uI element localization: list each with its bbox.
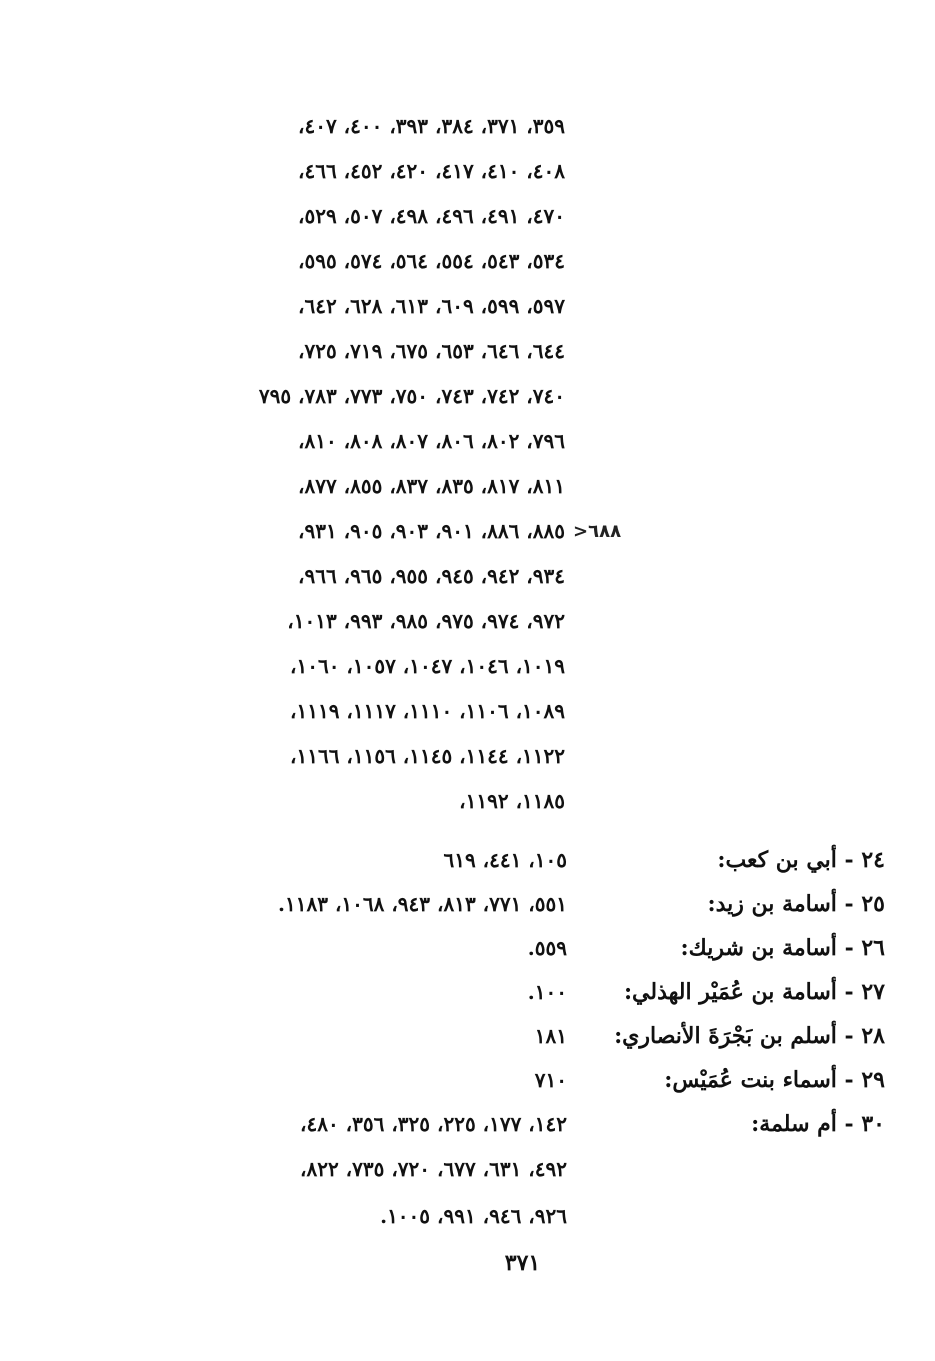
narrator-entry [0, 1102, 935, 1146]
entry-refs: ٥٥١، ٧٧١، ٨١٣، ٩٤٣، ١٠٦٨، ١١٨٣. [278, 892, 567, 916]
entry-name: ٢٩ - أسماء بنت عُمَيْس: [664, 1067, 885, 1093]
narrator-entry [0, 882, 935, 926]
entry-refs: ١٠٠. [527, 980, 567, 1004]
index-line: ١٠١٩، ١٠٤٦، ١٠٤٧، ١٠٥٧، ١٠٦٠، [290, 654, 565, 678]
index-line: ٩٧٢، ٩٧٤، ٩٧٥، ٩٨٥، ٩٩٣، ١٠١٣، [287, 609, 565, 633]
index-line: ٨١١، ٨١٧، ٨٣٥، ٨٣٧، ٨٥٥، ٨٧٧، [298, 474, 565, 498]
entry-refs: ٩٢٦، ٩٤٦، ٩٩١، ١٠٠٥. [380, 1204, 567, 1228]
entry-name: ٢٨ - أسلم بن بَجْرَةَ الأنصاري: [614, 1023, 885, 1049]
entry-refs: ١٠٥، ٤٤١، ٦١٩ [443, 848, 567, 872]
entry-refs: ٥٥٩. [527, 936, 567, 960]
narrator-entry [0, 926, 935, 970]
index-line [125, 509, 622, 554]
handwritten-margin-note: ٦٨٨< [573, 521, 622, 542]
index-line: ٧٤٠، ٧٤٢، ٧٤٣، ٧٥٠، ٧٧٣، ٧٨٣، ٧٩٥ [258, 384, 565, 408]
entry-name: ٢٧ - أسامة بن عُمَيْر الهذلي: [623, 979, 885, 1005]
index-line: ٤٠٨، ٤١٠، ٤١٧، ٤٢٠، ٤٥٢، ٤٦٦، [298, 159, 565, 183]
entry-name: ٢٤ - أبي بن كعب: [717, 847, 885, 873]
index-line: ٣٥٩، ٣٧١، ٣٨٤، ٣٩٣، ٤٠٠، ٤٠٧، [298, 114, 565, 138]
entry-refs-continuation [0, 1146, 935, 1193]
narrator-entries [0, 838, 935, 1240]
index-line: ١٠٨٩، ١١٠٦، ١١١٠، ١١١٧، ١١١٩، [290, 699, 565, 723]
index-line: ٩٣٤، ٩٤٢، ٩٤٥، ٩٥٥، ٩٦٥، ٩٦٦، [298, 564, 565, 588]
entry-refs: ١٨١ [534, 1024, 567, 1048]
entry-name: ٣٠ - أم سلمة: [751, 1111, 885, 1137]
index-line: ٥٣٤، ٥٤٣، ٥٥٤، ٥٦٤، ٥٧٤، ٥٩٥، [298, 249, 565, 273]
entry-name: ٢٥ - أسامة بن زيد: [707, 891, 885, 917]
entry-refs: ٧١٠ [534, 1068, 567, 1092]
index-line-text: ٨٨٥، ٨٨٦، ٩٠١، ٩٠٣، ٩٠٥، ٩٣١، [298, 519, 565, 543]
entry-refs: ١٤٢، ١٧٧، ٢٢٥، ٣٢٥، ٣٥٦، ٤٨٠، [300, 1112, 567, 1136]
narrator-entry [0, 1058, 935, 1102]
page-number: ٣٧١ [504, 1250, 541, 1276]
narrator-entry [0, 1014, 935, 1058]
entry-name: ٢٦ - أسامة بن شريك: [680, 935, 885, 961]
index-line: ٥٩٧، ٥٩٩، ٦٠٩، ٦١٣، ٦٢٨، ٦٤٢، [298, 294, 565, 318]
index-line: ١١٢٢، ١١٤٤، ١١٤٥، ١١٥٦، ١١٦٦، [290, 744, 565, 768]
index-number-block [125, 104, 622, 824]
index-line: ٤٧٠، ٤٩١، ٤٩٦، ٤٩٨، ٥٠٧، ٥٢٩، [298, 204, 565, 228]
index-line: ٦٤٤، ٦٤٦، ٦٥٣، ٦٧٥، ٧١٩، ٧٢٥، [298, 339, 565, 363]
index-line: ١١٨٥، ١١٩٢، [459, 789, 565, 813]
entry-refs-continuation [0, 1193, 935, 1240]
index-line: ٧٩٦، ٨٠٢، ٨٠٦، ٨٠٧، ٨٠٨، ٨١٠، [298, 429, 565, 453]
narrator-entry [0, 838, 935, 882]
narrator-entry [0, 970, 935, 1014]
entry-refs: ٤٩٢، ٦٣١، ٦٧٧، ٧٢٠، ٧٣٥، ٨٢٢، [300, 1157, 567, 1181]
